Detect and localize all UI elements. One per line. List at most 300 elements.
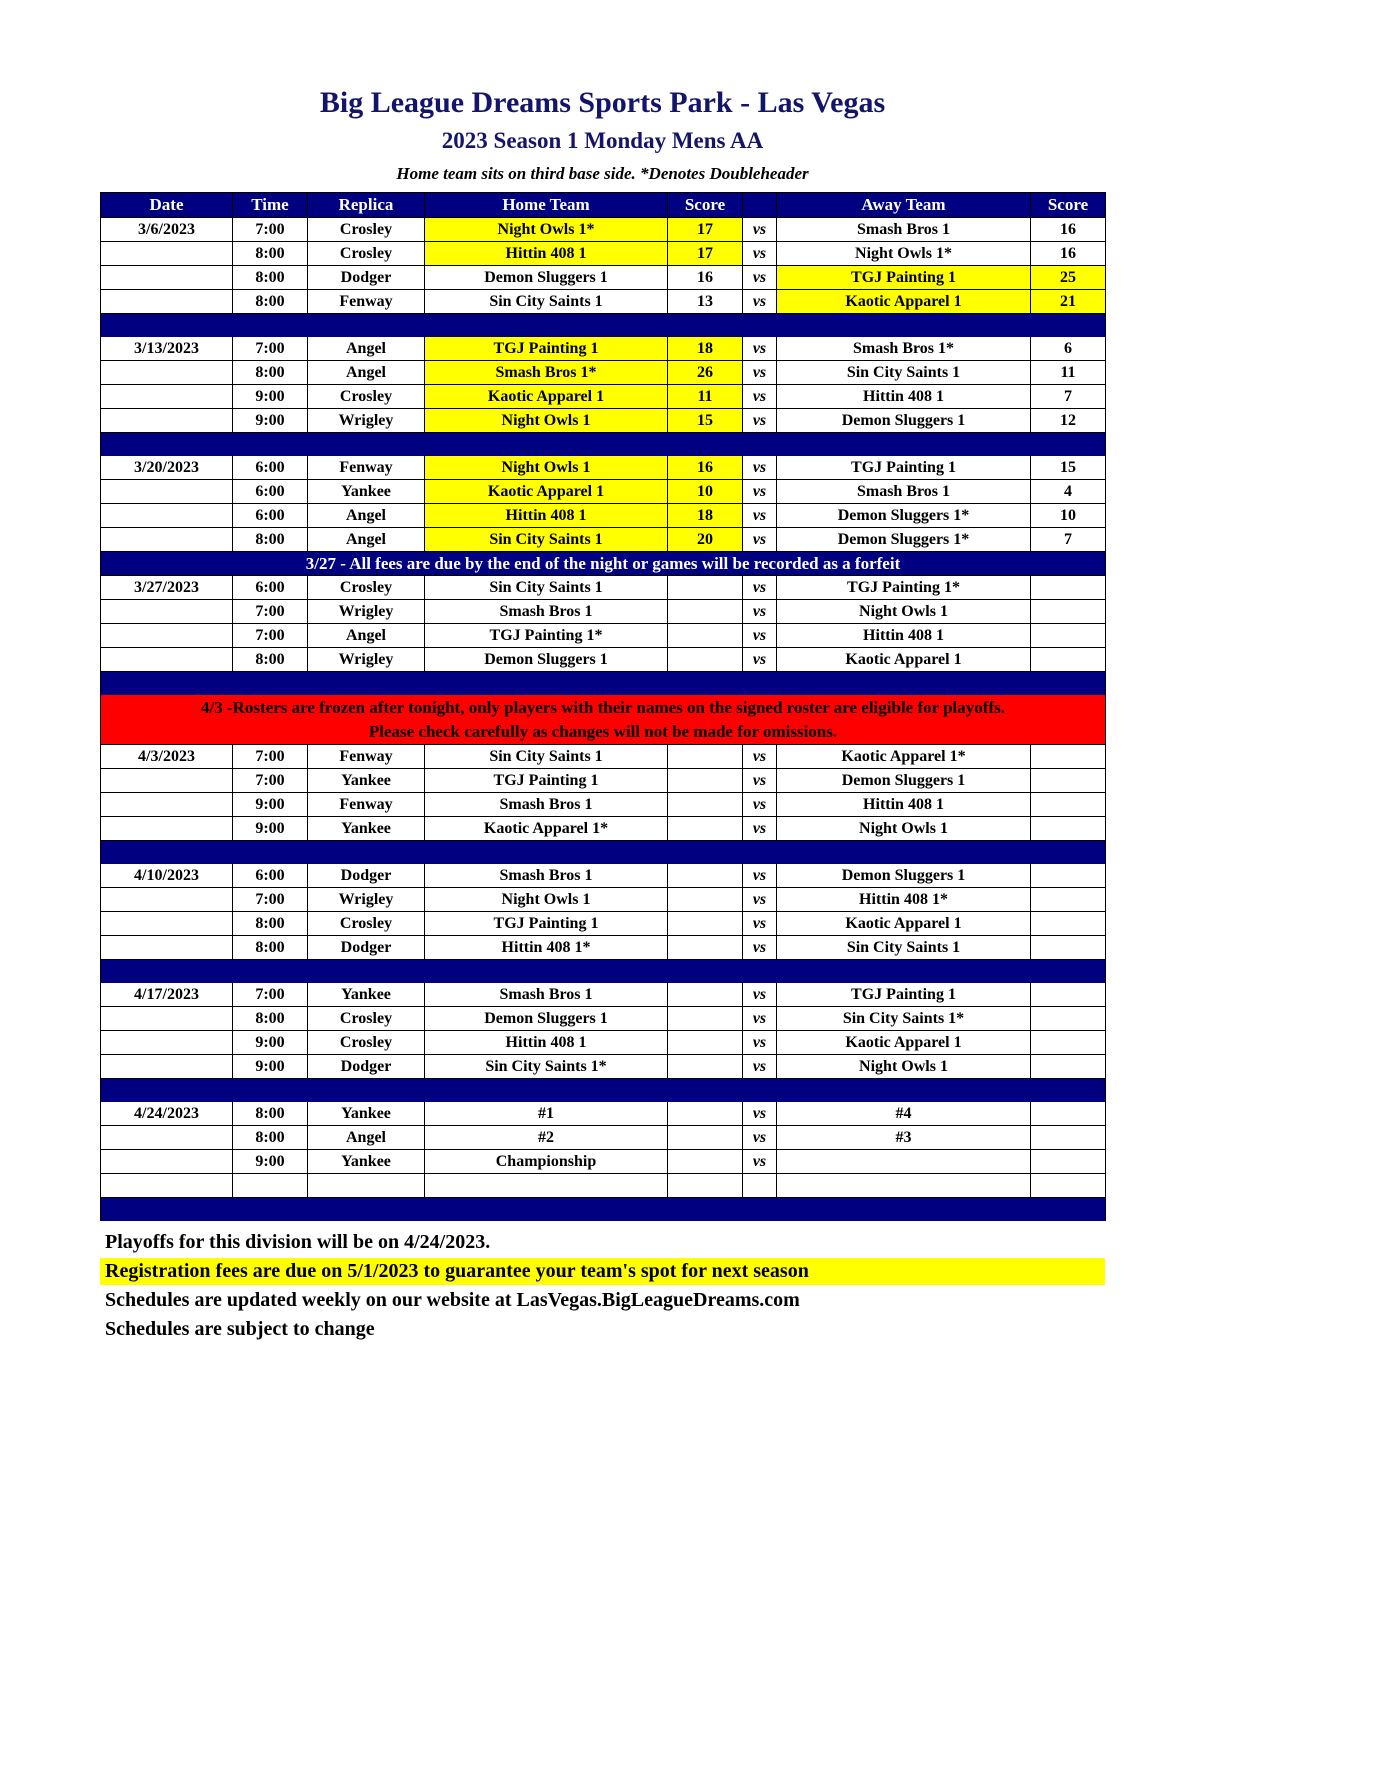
vs-cell: vs <box>743 1102 777 1126</box>
separator-bar <box>101 841 1106 864</box>
replica-cell: Crosley <box>308 242 425 266</box>
away-score-cell <box>1031 888 1106 912</box>
separator-row <box>101 672 1106 695</box>
game-row <box>101 864 1106 888</box>
home-score-cell <box>668 793 743 817</box>
time-cell: 8:00 <box>233 912 308 936</box>
home-team-cell: Hittin 408 1* <box>425 936 668 960</box>
away-score-cell: 7 <box>1031 528 1106 552</box>
away-team-cell: Smash Bros 1 <box>777 480 1031 504</box>
time-cell: 8:00 <box>233 290 308 314</box>
col-header-vs <box>743 193 777 218</box>
vs-cell: vs <box>743 745 777 769</box>
col-header-replica: Replica <box>308 193 425 218</box>
time-cell: 9:00 <box>233 1031 308 1055</box>
time-cell: 8:00 <box>233 1102 308 1126</box>
home-score-cell <box>668 1031 743 1055</box>
separator-bar <box>101 1079 1106 1102</box>
replica-cell: Yankee <box>308 769 425 793</box>
home-score-cell <box>668 912 743 936</box>
home-team-cell: Kaotic Apparel 1 <box>425 480 668 504</box>
away-score-cell: 15 <box>1031 456 1106 480</box>
home-team-cell: Smash Bros 1 <box>425 864 668 888</box>
home-team-cell: TGJ Painting 1* <box>425 624 668 648</box>
fees-notice-row <box>101 552 1106 576</box>
home-score-cell <box>668 1055 743 1079</box>
away-score-cell <box>1031 1031 1106 1055</box>
home-score-cell: 17 <box>668 242 743 266</box>
home-team-cell: Demon Sluggers 1 <box>425 1007 668 1031</box>
home-score-cell: 16 <box>668 456 743 480</box>
replica-cell: Wrigley <box>308 409 425 433</box>
vs-cell: vs <box>743 912 777 936</box>
replica-cell: Yankee <box>308 1150 425 1174</box>
game-row <box>101 290 1106 314</box>
away-team-cell: Sin City Saints 1 <box>777 361 1031 385</box>
away-team-cell: Hittin 408 1* <box>777 888 1031 912</box>
time-cell: 8:00 <box>233 936 308 960</box>
replica-cell: Dodger <box>308 936 425 960</box>
away-team-cell: Night Owls 1 <box>777 1055 1031 1079</box>
schedule-table <box>100 192 1106 1221</box>
replica-cell: Yankee <box>308 817 425 841</box>
vs-cell: vs <box>743 218 777 242</box>
separator-row <box>101 960 1106 983</box>
time-cell: 6:00 <box>233 456 308 480</box>
game-row <box>101 576 1106 600</box>
home-team-cell: Sin City Saints 1 <box>425 290 668 314</box>
time-cell: 7:00 <box>233 337 308 361</box>
home-team-cell: Demon Sluggers 1 <box>425 648 668 672</box>
vs-cell: vs <box>743 361 777 385</box>
replica-cell: Wrigley <box>308 600 425 624</box>
replica-cell: Yankee <box>308 983 425 1007</box>
game-row <box>101 242 1106 266</box>
vs-cell <box>743 1174 777 1198</box>
time-cell: 6:00 <box>233 504 308 528</box>
replica-cell: Angel <box>308 361 425 385</box>
replica-cell: Angel <box>308 624 425 648</box>
home-team-cell: Hittin 408 1 <box>425 1031 668 1055</box>
replica-cell: Dodger <box>308 266 425 290</box>
away-score-cell: 21 <box>1031 290 1106 314</box>
registration-fees-note: Registration fees are due on 5/1/2023 to guarantee your team's spot for next season <box>100 1258 1105 1285</box>
away-team-cell: TGJ Painting 1* <box>777 576 1031 600</box>
replica-cell: Crosley <box>308 385 425 409</box>
col-header-away-score: Score <box>1031 193 1106 218</box>
away-team-cell: Sin City Saints 1* <box>777 1007 1031 1031</box>
away-score-cell: 6 <box>1031 337 1106 361</box>
date-cell <box>101 385 233 409</box>
away-team-cell: Smash Bros 1 <box>777 218 1031 242</box>
separator-bar <box>101 1198 1106 1221</box>
time-cell: 7:00 <box>233 600 308 624</box>
home-score-cell: 20 <box>668 528 743 552</box>
away-team-cell: Kaotic Apparel 1 <box>777 648 1031 672</box>
date-cell: 3/6/2023 <box>101 218 233 242</box>
vs-cell: vs <box>743 888 777 912</box>
game-row <box>101 409 1106 433</box>
home-score-cell: 16 <box>668 266 743 290</box>
time-cell: 9:00 <box>233 1055 308 1079</box>
away-team-cell <box>777 1174 1031 1198</box>
away-team-cell: Kaotic Apparel 1 <box>777 912 1031 936</box>
time-cell: 7:00 <box>233 624 308 648</box>
date-cell <box>101 936 233 960</box>
replica-cell: Angel <box>308 337 425 361</box>
time-cell: 8:00 <box>233 648 308 672</box>
vs-cell: vs <box>743 983 777 1007</box>
home-team-cell: Kaotic Apparel 1* <box>425 817 668 841</box>
home-team-cell: TGJ Painting 1 <box>425 769 668 793</box>
footer-notes <box>100 1229 1105 1343</box>
game-row <box>101 600 1106 624</box>
home-score-cell <box>668 1126 743 1150</box>
away-score-cell <box>1031 1126 1106 1150</box>
date-cell: 3/20/2023 <box>101 456 233 480</box>
vs-cell: vs <box>743 600 777 624</box>
home-score-cell <box>668 888 743 912</box>
home-score-cell <box>668 576 743 600</box>
subject-to-change-note: Schedules are subject to change <box>105 1318 375 1340</box>
col-header-time: Time <box>233 193 308 218</box>
game-row <box>101 528 1106 552</box>
away-score-cell: 12 <box>1031 409 1106 433</box>
date-cell <box>101 266 233 290</box>
home-score-cell: 18 <box>668 504 743 528</box>
away-team-cell: Kaotic Apparel 1 <box>777 290 1031 314</box>
home-team-cell <box>425 1174 668 1198</box>
away-score-cell <box>1031 817 1106 841</box>
game-row <box>101 218 1106 242</box>
time-cell: 9:00 <box>233 817 308 841</box>
home-team-cell: Sin City Saints 1 <box>425 745 668 769</box>
away-score-cell: 25 <box>1031 266 1106 290</box>
separator-row <box>101 314 1106 337</box>
date-cell: 4/24/2023 <box>101 1102 233 1126</box>
away-team-cell: Demon Sluggers 1* <box>777 528 1031 552</box>
date-cell <box>101 1055 233 1079</box>
game-row <box>101 1055 1106 1079</box>
home-score-cell <box>668 936 743 960</box>
home-team-cell: Kaotic Apparel 1 <box>425 385 668 409</box>
home-score-cell: 17 <box>668 218 743 242</box>
home-team-cell: TGJ Painting 1 <box>425 337 668 361</box>
schedule-body <box>101 218 1106 1221</box>
game-row <box>101 648 1106 672</box>
home-score-cell: 15 <box>668 409 743 433</box>
vs-cell: vs <box>743 648 777 672</box>
home-score-cell <box>668 1007 743 1031</box>
away-score-cell <box>1031 1150 1106 1174</box>
replica-cell: Angel <box>308 528 425 552</box>
home-score-cell <box>668 817 743 841</box>
date-cell <box>101 242 233 266</box>
home-team-cell: Championship <box>425 1150 668 1174</box>
game-row <box>101 456 1106 480</box>
time-cell: 7:00 <box>233 888 308 912</box>
game-row <box>101 1102 1106 1126</box>
game-row <box>101 745 1106 769</box>
website-note: Schedules are updated weekly on our website at LasVegas.BigLeagueDreams.com <box>105 1289 800 1311</box>
time-cell: 9:00 <box>233 409 308 433</box>
table-header-row <box>101 193 1106 218</box>
game-row <box>101 983 1106 1007</box>
roster-freeze-line: Please check carefully as changes will not be made for omissions. <box>368 721 838 741</box>
home-team-cell: Night Owls 1 <box>425 456 668 480</box>
home-team-cell: #1 <box>425 1102 668 1126</box>
home-team-note: Home team sits on third base side. *Denotes Doubleheader <box>396 164 809 183</box>
date-cell <box>101 817 233 841</box>
date-cell <box>101 769 233 793</box>
home-team-cell: Demon Sluggers 1 <box>425 266 668 290</box>
away-score-cell <box>1031 936 1106 960</box>
home-score-cell <box>668 648 743 672</box>
away-score-cell <box>1031 769 1106 793</box>
replica-cell: Dodger <box>308 1055 425 1079</box>
home-team-cell: Hittin 408 1 <box>425 242 668 266</box>
away-team-cell: Night Owls 1 <box>777 817 1031 841</box>
away-team-cell: Demon Sluggers 1 <box>777 409 1031 433</box>
away-score-cell: 4 <box>1031 480 1106 504</box>
game-row <box>101 1031 1106 1055</box>
away-score-cell <box>1031 1055 1106 1079</box>
replica-cell: Fenway <box>308 290 425 314</box>
time-cell: 7:00 <box>233 745 308 769</box>
away-score-cell <box>1031 745 1106 769</box>
time-cell: 8:00 <box>233 242 308 266</box>
home-team-cell: Sin City Saints 1 <box>425 576 668 600</box>
date-cell: 3/13/2023 <box>101 337 233 361</box>
away-score-cell <box>1031 912 1106 936</box>
vs-cell: vs <box>743 528 777 552</box>
home-score-cell: 10 <box>668 480 743 504</box>
home-team-cell: Night Owls 1 <box>425 888 668 912</box>
date-cell: 4/10/2023 <box>101 864 233 888</box>
date-cell <box>101 1031 233 1055</box>
roster-freeze-notice-row <box>101 695 1106 745</box>
vs-cell: vs <box>743 793 777 817</box>
home-team-cell: Smash Bros 1 <box>425 793 668 817</box>
game-row <box>101 337 1106 361</box>
home-team-cell: Hittin 408 1 <box>425 504 668 528</box>
away-score-cell: 10 <box>1031 504 1106 528</box>
vs-cell: vs <box>743 504 777 528</box>
date-cell <box>101 1007 233 1031</box>
game-row <box>101 1126 1106 1150</box>
vs-cell: vs <box>743 1007 777 1031</box>
vs-cell: vs <box>743 456 777 480</box>
replica-cell: Fenway <box>308 745 425 769</box>
away-team-cell: Hittin 408 1 <box>777 385 1031 409</box>
away-team-cell: Demon Sluggers 1 <box>777 864 1031 888</box>
replica-cell: Yankee <box>308 1102 425 1126</box>
game-row <box>101 1174 1106 1198</box>
game-row <box>101 1150 1106 1174</box>
away-score-cell: 7 <box>1031 385 1106 409</box>
away-score-cell: 16 <box>1031 218 1106 242</box>
away-score-cell <box>1031 576 1106 600</box>
date-cell <box>101 912 233 936</box>
time-cell: 8:00 <box>233 1126 308 1150</box>
away-team-cell: TGJ Painting 1 <box>777 983 1031 1007</box>
col-header-home-team: Home Team <box>425 193 668 218</box>
away-team-cell: Kaotic Apparel 1 <box>777 1031 1031 1055</box>
home-score-cell <box>668 600 743 624</box>
home-team-cell: Sin City Saints 1* <box>425 1055 668 1079</box>
date-cell: 4/17/2023 <box>101 983 233 1007</box>
season-subtitle: 2023 Season 1 Monday Mens AA <box>441 128 764 153</box>
time-cell: 6:00 <box>233 576 308 600</box>
home-score-cell: 26 <box>668 361 743 385</box>
away-team-cell: #3 <box>777 1126 1031 1150</box>
vs-cell: vs <box>743 1150 777 1174</box>
replica-cell: Wrigley <box>308 888 425 912</box>
game-row <box>101 1007 1106 1031</box>
vs-cell: vs <box>743 864 777 888</box>
replica-cell: Fenway <box>308 793 425 817</box>
game-row <box>101 480 1106 504</box>
away-score-cell: 16 <box>1031 242 1106 266</box>
separator-row <box>101 433 1106 456</box>
vs-cell: vs <box>743 266 777 290</box>
page-title: Big League Dreams Sports Park - Las Vegas <box>319 86 886 119</box>
date-cell <box>101 290 233 314</box>
date-cell <box>101 1174 233 1198</box>
away-team-cell: Hittin 408 1 <box>777 624 1031 648</box>
away-team-cell <box>777 1150 1031 1174</box>
time-cell: 8:00 <box>233 361 308 385</box>
fees-notice-text: 3/27 - All fees are due by the end of the night or games will be recorded as a forfeit <box>101 552 1106 576</box>
roster-freeze-notice <box>101 695 1106 745</box>
away-team-cell: Demon Sluggers 1* <box>777 504 1031 528</box>
replica-cell: Crosley <box>308 576 425 600</box>
time-cell: 9:00 <box>233 793 308 817</box>
home-score-cell: 11 <box>668 385 743 409</box>
replica-cell: Fenway <box>308 456 425 480</box>
date-cell <box>101 480 233 504</box>
away-score-cell <box>1031 648 1106 672</box>
time-cell: 8:00 <box>233 266 308 290</box>
separator-bar <box>101 433 1106 456</box>
away-score-cell <box>1031 1102 1106 1126</box>
date-cell <box>101 888 233 912</box>
replica-cell: Crosley <box>308 1031 425 1055</box>
game-row <box>101 888 1106 912</box>
away-team-cell: Smash Bros 1* <box>777 337 1031 361</box>
date-cell <box>101 624 233 648</box>
game-row <box>101 936 1106 960</box>
time-cell: 8:00 <box>233 1007 308 1031</box>
date-cell <box>101 504 233 528</box>
separator-row <box>101 1079 1106 1102</box>
home-score-cell <box>668 1150 743 1174</box>
home-score-cell <box>668 1102 743 1126</box>
game-row <box>101 504 1106 528</box>
home-team-cell: Night Owls 1* <box>425 218 668 242</box>
home-team-cell: Smash Bros 1* <box>425 361 668 385</box>
away-score-cell <box>1031 864 1106 888</box>
separator-row <box>101 841 1106 864</box>
separator-bar <box>101 314 1106 337</box>
game-row <box>101 912 1106 936</box>
replica-cell: Wrigley <box>308 648 425 672</box>
vs-cell: vs <box>743 290 777 314</box>
replica-cell: Yankee <box>308 480 425 504</box>
away-team-cell: Hittin 408 1 <box>777 793 1031 817</box>
date-cell <box>101 648 233 672</box>
game-row <box>101 769 1106 793</box>
playoffs-note: Playoffs for this division will be on 4/24/2023. <box>105 1231 491 1253</box>
date-cell <box>101 409 233 433</box>
date-cell <box>101 528 233 552</box>
date-cell <box>101 793 233 817</box>
home-team-cell: TGJ Painting 1 <box>425 912 668 936</box>
time-cell: 7:00 <box>233 218 308 242</box>
home-score-cell: 18 <box>668 337 743 361</box>
replica-cell: Crosley <box>308 912 425 936</box>
away-team-cell: Night Owls 1 <box>777 600 1031 624</box>
date-cell: 4/3/2023 <box>101 745 233 769</box>
game-row <box>101 361 1106 385</box>
away-score-cell <box>1031 1007 1106 1031</box>
game-row <box>101 793 1106 817</box>
col-header-date: Date <box>101 193 233 218</box>
col-header-away-team: Away Team <box>777 193 1031 218</box>
vs-cell: vs <box>743 769 777 793</box>
home-score-cell <box>668 1174 743 1198</box>
away-team-cell: TGJ Painting 1 <box>777 456 1031 480</box>
time-cell: 7:00 <box>233 769 308 793</box>
vs-cell: vs <box>743 1126 777 1150</box>
vs-cell: vs <box>743 817 777 841</box>
vs-cell: vs <box>743 409 777 433</box>
time-cell: 6:00 <box>233 864 308 888</box>
away-team-cell: Kaotic Apparel 1* <box>777 745 1031 769</box>
away-score-cell <box>1031 624 1106 648</box>
vs-cell: vs <box>743 1055 777 1079</box>
time-cell: 6:00 <box>233 480 308 504</box>
home-team-cell: Smash Bros 1 <box>425 983 668 1007</box>
home-team-cell: Smash Bros 1 <box>425 600 668 624</box>
game-row <box>101 266 1106 290</box>
home-score-cell <box>668 624 743 648</box>
roster-freeze-line: 4/3 -Rosters are frozen after tonight, only players with their names on the signed roster are eligible for playoffs. <box>201 697 1005 717</box>
away-team-cell: Night Owls 1* <box>777 242 1031 266</box>
vs-cell: vs <box>743 337 777 361</box>
home-team-cell: Night Owls 1 <box>425 409 668 433</box>
vs-cell: vs <box>743 385 777 409</box>
game-row <box>101 385 1106 409</box>
date-cell <box>101 361 233 385</box>
time-cell: 7:00 <box>233 983 308 1007</box>
separator-bar <box>101 672 1106 695</box>
vs-cell: vs <box>743 480 777 504</box>
away-score-cell <box>1031 600 1106 624</box>
vs-cell: vs <box>743 576 777 600</box>
home-team-cell: #2 <box>425 1126 668 1150</box>
home-score-cell <box>668 983 743 1007</box>
game-row <box>101 817 1106 841</box>
game-row <box>101 624 1106 648</box>
away-team-cell: #4 <box>777 1102 1031 1126</box>
away-score-cell <box>1031 793 1106 817</box>
time-cell: 9:00 <box>233 385 308 409</box>
date-cell <box>101 1126 233 1150</box>
separator-row <box>101 1198 1106 1221</box>
vs-cell: vs <box>743 1031 777 1055</box>
time-cell: 9:00 <box>233 1150 308 1174</box>
